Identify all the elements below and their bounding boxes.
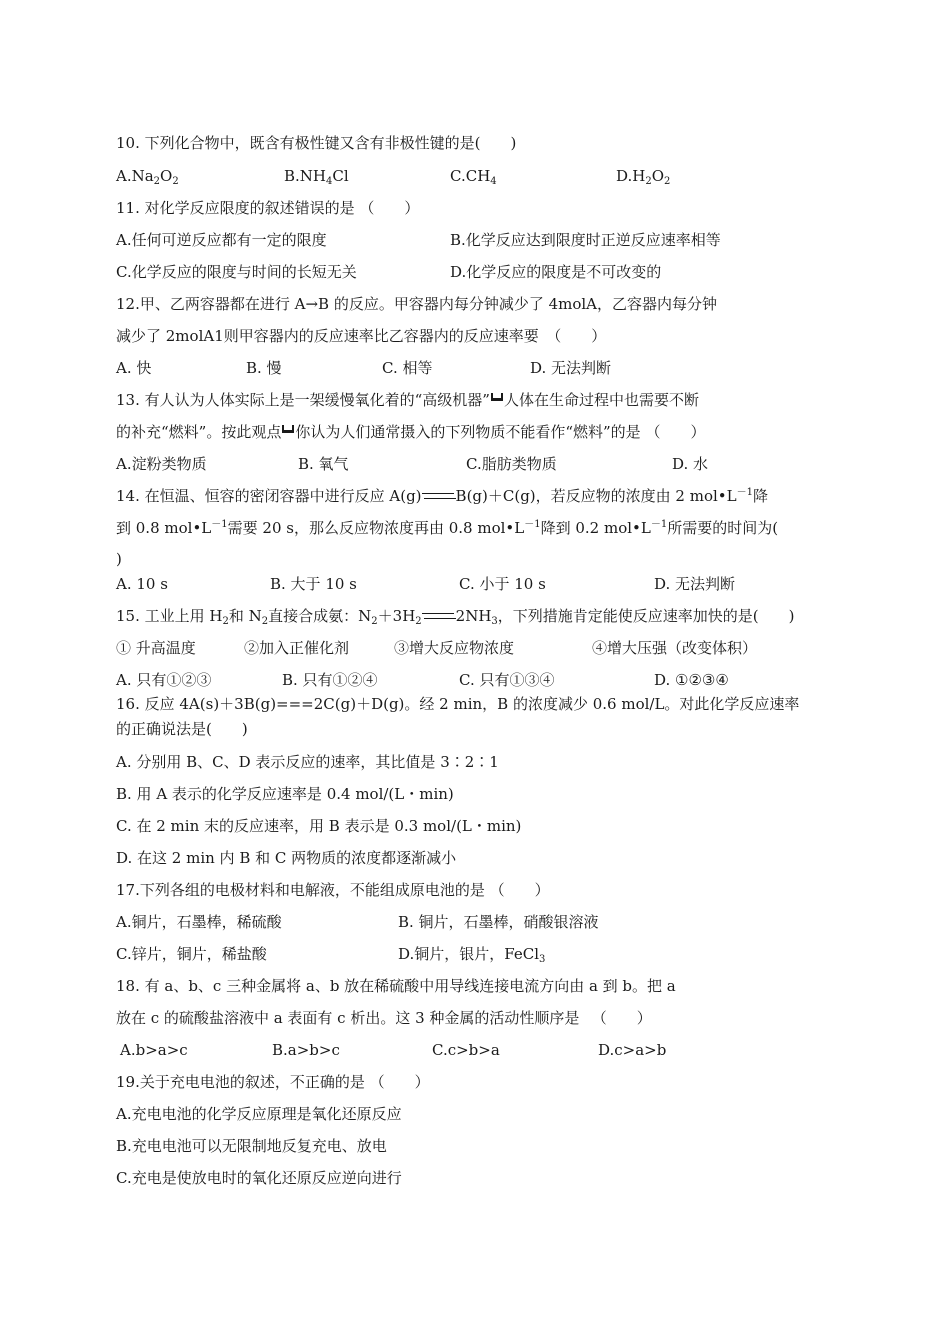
q16-option-b: B. 用 A 表示的化学反应速率是 0.4 mol/(L・min)	[116, 785, 454, 803]
q10-option-d: $D.H_2O_2$	[616, 167, 671, 187]
q16-stem-line1: 16. 反应 4A(s)＋3B(g)===2C(g)＋D(g)。经 2 min，B 的浓度减少 0.6 mol/L。对此化学反应速率	[116, 695, 800, 713]
q17-option-c: C.锌片，铜片，稀盐酸	[116, 945, 267, 963]
q13-option-d: D. 水	[672, 455, 709, 473]
q13-option-b: B. 氧气	[298, 455, 349, 473]
q12-option-d: D. 无法判断	[530, 359, 612, 377]
q17-option-b: B. 铜片，石墨棒，硝酸银溶液	[398, 913, 599, 931]
q19-option-b: B.充电电池可以无限制地反复充电、放电	[116, 1137, 387, 1155]
q13-stem-line2: 的补充“燃料”。按此观点 你认为人们通常摄入的下列物质不能看作“燃料”的是 （ ）	[116, 423, 706, 441]
q12-option-c: C. 相等	[382, 359, 433, 377]
q14-option-b: B. 大于 10 s	[270, 575, 357, 593]
q11-stem: 11. 对化学反应限度的叙述错误的是 （ ）	[116, 199, 420, 217]
q19-option-c: C.充电是使放电时的氧化还原反应逆向进行	[116, 1169, 402, 1187]
q18-stem-line1: 18. 有 a、b、c 三种金属将 a、b 放在稀硫酸中用导线连接电流方向由 a 到 b。把 a	[116, 977, 676, 995]
stray-mark-icon	[491, 393, 503, 401]
q18-option-a: A.b>a>c	[120, 1041, 188, 1059]
q15-measure-1: ① 升高温度	[116, 639, 196, 657]
q10-option-a: $A.Na_2O_2$	[116, 167, 179, 187]
q14-stem-line2: 到 0.8 $mol•L^{-1}$需要 20 s，那么反应物浓度再由 0.8 $mol•L^{-1}$降到 0.2 $mol•L^{-1}$所需要的时间为(	[116, 519, 779, 537]
q12-stem-line1: 12.甲、乙两容器都在进行 A→B 的反应。甲容器内每分钟减少了 4molA，乙容器内每分钟	[116, 295, 718, 313]
q10-option-c: $C.CH_4$	[450, 167, 497, 187]
q11-option-a: A.任何可逆反应都有一定的限度	[116, 231, 327, 249]
q12-option-a: A. 快	[116, 359, 152, 377]
q12-option-b: B. 慢	[246, 359, 282, 377]
q15-option-a: A. 只有①②③	[116, 671, 212, 689]
q14-option-c: C. 小于 10 s	[459, 575, 546, 593]
q15-measure-3: ③增大反应物浓度	[394, 639, 515, 657]
q15-option-b: B. 只有①②④	[282, 671, 378, 689]
q16-option-c: C. 在 2 min 末的反应速率，用 B 表示是 0.3 mol/(L・min)	[116, 817, 522, 835]
q17-option-d: D.铜片，银片，FeCl$_3$	[398, 945, 546, 965]
q16-option-a: A. 分别用 B、C、D 表示反应的速率，其比值是 3∶2∶1	[116, 753, 499, 771]
q12-stem-line2: 减少了 2molA1则甲容器内的反应速率比乙容器内的反应速率要 （ ）	[116, 327, 607, 345]
q19-stem: 19.关于充电电池的叙述，不正确的是 （ ）	[116, 1073, 430, 1091]
q17-stem: 17.下列各组的电极材料和电解液，不能组成原电池的是 （ ）	[116, 881, 550, 899]
q10-option-b: $B.NH_4Cl$	[284, 167, 349, 187]
q13-option-a: A.淀粉类物质	[116, 455, 207, 473]
q13-option-c: C.脂肪类物质	[466, 455, 557, 473]
q19-option-a: A.充电电池的化学反应原理是氧化还原反应	[116, 1105, 402, 1123]
q13-stem-line1: 13. 有人认为人体实际上是一架缓慢氧化着的“高级机器” 人体在生命过程中也需要不断	[116, 391, 699, 409]
q11-option-c: C.化学反应的限度与时间的长短无关	[116, 263, 357, 281]
q15-measure-2: ②加入正催化剂	[244, 639, 350, 657]
stray-mark-icon	[282, 425, 294, 433]
q18-option-b: B.a>b>c	[272, 1041, 340, 1059]
q18-option-d: D.c>a>b	[598, 1041, 667, 1059]
q11-option-d: D.化学反应的限度是不可改变的	[450, 263, 662, 281]
q17-option-a: A.铜片，石墨棒，稀硫酸	[116, 913, 282, 931]
q14-option-d: D. 无法判断	[654, 575, 736, 593]
equilibrium-arrow-icon	[422, 610, 456, 624]
q15-stem: 15. 工业上用 $H_2$和 $N_2$直接合成氨：$N_2+3H_2$ $2NH_3$，下列措施肯定能使反应速率加快的是( )	[116, 607, 795, 627]
equilibrium-arrow-icon	[422, 490, 456, 504]
q15-measure-4: ④增大压强（改变体积）	[592, 639, 758, 657]
q16-option-d: D. 在这 2 min 内 B 和 C 两物质的浓度都逐渐减小	[116, 849, 457, 867]
q18-option-c: C.c>b>a	[432, 1041, 500, 1059]
q14-option-a: A. 10 s	[116, 575, 168, 593]
q15-option-c: C. 只有①③④	[459, 671, 555, 689]
q18-stem-line2: 放在 c 的硫酸盐溶液中 a 表面有 c 析出。这 3 种金属的活动性顺序是 （ ）	[116, 1009, 652, 1027]
q16-stem-line2: 的正确说法是( )	[116, 720, 248, 738]
q14-stem-line1: 14. 在恒温、恒容的密闭容器中进行反应 A(g) B(g)＋C(g)，若反应物的浓度由 2 $mol•L^{-1}$降	[116, 487, 768, 505]
q14-stem-line3: )	[116, 550, 122, 568]
q11-option-b: B.化学反应达到限度时正逆反应速率相等	[450, 231, 721, 249]
q15-option-d: D. ①②③④	[654, 671, 729, 689]
q10-stem: 10. 下列化合物中，既含有极性键又含有非极性键的是( )	[116, 134, 517, 152]
